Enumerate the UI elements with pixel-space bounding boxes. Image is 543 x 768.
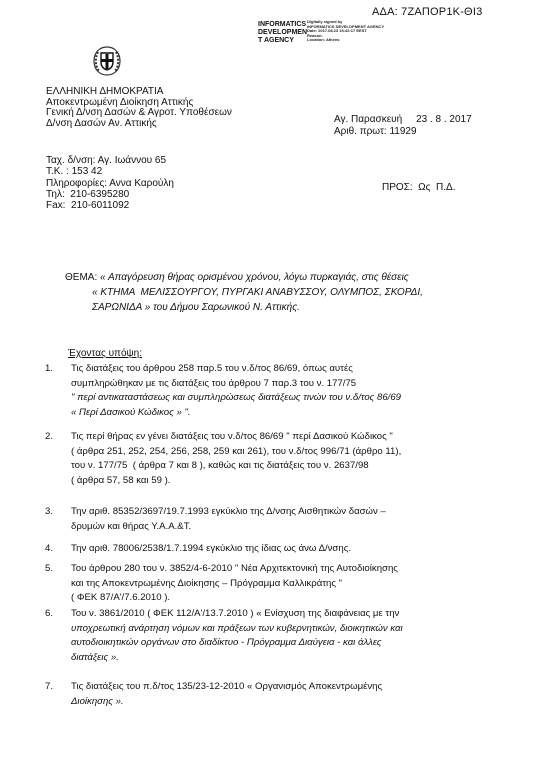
list-item: [45, 562, 510, 606]
issuer-header: [46, 87, 232, 129]
list-item: [45, 430, 510, 488]
item-line: « Περί Δασικού Κώδικος » ".: [71, 406, 191, 418]
item-line: Την αριθ. 78006/2538/1.7.1994 εγκύκλιο της ίδιας ως άνω Δ/νσης.: [71, 543, 351, 554]
item-line: υποχρεωτική ανάρτηση νόμων και πράξεων των κυβερνητικών, διοικητικών και: [71, 622, 403, 634]
having-in-view-heading: Έχοντας υπόψη:: [68, 348, 142, 359]
address-block: [46, 155, 174, 211]
list-item: [45, 607, 510, 665]
item-line: Του ν. 3861/2010 ( ΦΕΚ 112/Α'/13.7.2010 ) « Ενίσχυση της διαφάνειας με την: [71, 608, 400, 619]
subject-line: ΣΑΡΩΝΙΔΑ » του Δήμου Σαρωνικού Ν. Αττικής.: [92, 302, 300, 313]
subject-line: « Απαγόρευση θήρας ορισμένου χρόνου, λόγω πυρκαγιάς, στις θέσεις: [100, 272, 409, 283]
document-date: Αγ. Παρασκευή 23 . 8 . 2017: [334, 114, 472, 125]
header-directorate: Δ/νση Δασών Αν. Αττικής: [46, 117, 157, 129]
header-general-directorate: Γενική Δ/νση Δασών & Αγροτ. Υποθέσεων: [46, 107, 232, 119]
stamp-line: DEVELOPMEN: [258, 29, 308, 36]
header-administration: Αποκεντρωμένη Διοίκηση Αττικής: [46, 96, 194, 108]
item-line: Του άρθρου 280 του ν. 3852/4-6-2010 " Νέα Αρχιτεκτονική της Αυτοδιοίκησης: [71, 563, 398, 574]
stamp-line: T AGENCY: [258, 37, 294, 44]
item-line: ( άρθρα 57, 58 και 59 ).: [71, 474, 171, 486]
item-line: " περί αντικαταστάσεως και συμπληρώσεως διατάξεως τινών του ν.δ/τος 86/69: [71, 392, 402, 403]
item-line: αυτοδιοικητικών οργάνων στο διαδίκτυο - Πρόγραμμα Διαύγεια - και άλλες: [71, 637, 382, 648]
stamp-details: [307, 20, 384, 43]
date-block: [334, 114, 472, 138]
phone-number: Τηλ: 210-6395280: [46, 188, 130, 200]
contact-person: Πληροφορίες: Αννα Καρούλη: [46, 177, 174, 189]
stamp-detail: Digitally signed by: [307, 19, 343, 24]
item-number: 3.: [45, 506, 54, 517]
list-item: [45, 362, 510, 420]
list-item: [45, 505, 510, 534]
item-line: διατάξεις ».: [71, 651, 119, 663]
item-number: 4.: [45, 543, 54, 554]
item-line: δρυμών και θήρας Υ.Α.Α.&Τ.: [71, 520, 192, 532]
stamp-detail: INFORMATICS DEVELOPMENT AGENCY: [307, 23, 385, 29]
item-number: 2.: [45, 431, 54, 442]
subject-label: ΘΕΜΑ:: [65, 272, 98, 283]
postal-address: Ταχ. δ/νση: Αγ. Ιωάννου 65: [46, 155, 167, 166]
item-line: ( ΦΕΚ 87/Α'/7.6.2010 ).: [71, 592, 171, 603]
header-country: ΕΛΛΗΝΙΚΗ ΔΗΜΟΚΡΑΤΙΑ: [46, 86, 164, 97]
ada-code: ΑΔΑ: 7ΖΑΠΟΡ1Κ-ΘΙ3: [372, 6, 483, 18]
item-line: Διοίκησης ».: [71, 695, 124, 707]
recipient: ΠΡΟΣ: Ως Π.Δ.: [382, 182, 456, 193]
subject-line: « ΚΤΗΜΑ ΜΕΛΙΣΣΟΥΡΓΟΥ, ΠΥΡΓΑΚΙ ΑΝΑΒΥΣΣΟΥ, ΟΛΥΜΠΟΣ, ΣΚΟΡΔΙ,: [92, 287, 423, 298]
postal-code: Τ.Κ. : 153 42: [46, 166, 103, 178]
item-line: ( άρθρα 251, 252, 254, 256, 258, 259 και 261), του ν.δ/τος 996/71 (άρθρο 11),: [71, 445, 402, 457]
subject-block: [65, 270, 505, 315]
signature-stamp: [258, 21, 307, 45]
item-line: και της Αποκεντρωμένης Διοίκησης – Πρόγραμμα Καλλικράτης ": [71, 577, 343, 589]
item-number: 6.: [45, 608, 54, 619]
stamp-line: INFORMATICS: [258, 21, 307, 28]
item-line: Τις διατάξεις του π.δ/τος 135/23-12-2010 « Οργανισμός Αποκεντρωμένης: [71, 681, 383, 692]
item-number: 5.: [45, 563, 54, 574]
item-line: Τις διατάξεις του άρθρου 258 παρ.5 του ν.δ/τος 86/69, όπως αυτές: [71, 363, 353, 374]
list-item: [45, 680, 510, 709]
item-number: 7.: [45, 681, 54, 692]
protocol-number: Αριθ. πρωτ: 11929: [334, 126, 417, 137]
item-line: συμπληρώθηκαν με τις διατάξεις του άρθρου 7 παρ.3 του ν. 177/75: [71, 377, 357, 389]
item-line: Τις περί θήρας εν γένει διατάξεις του ν.δ/τος 86/69 " περί Δασικού Κώδικος ": [71, 431, 393, 442]
fax-number: Fax: 210-6011092: [46, 200, 130, 212]
item-number: 1.: [45, 363, 54, 374]
item-line: Την αριθ. 85352/3697/19.7.1993 εγκύκλιο της Δ/νσης Αισθητικών δασών –: [71, 506, 386, 517]
stamp-detail: Date: 2017.08.23 15:42:17 EEST: [307, 28, 367, 34]
stamp-detail: Location: Athens: [307, 37, 340, 43]
item-line: του ν. 177/75 ( άρθρα 7 και 8 ), καθώς και τις διατάξεις του ν. 2637/98: [71, 460, 369, 471]
greek-emblem-icon: [90, 44, 124, 78]
list-item: [45, 542, 510, 557]
stamp-detail: Reason:: [307, 32, 323, 38]
